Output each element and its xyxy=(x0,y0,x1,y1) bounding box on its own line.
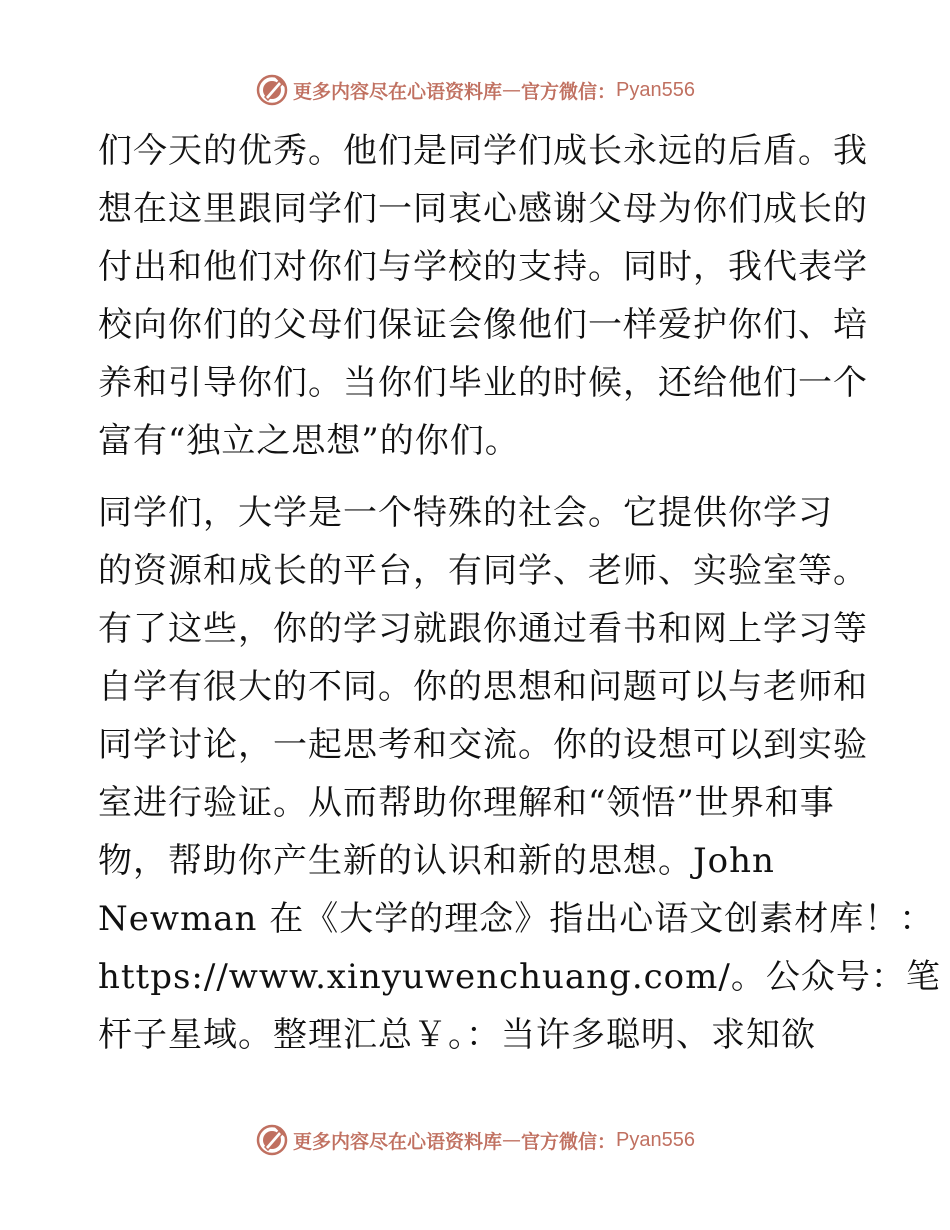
header-wechat-label: 官方微信： xyxy=(521,80,617,103)
footer-brand: 更多内容尽在心语资料库 xyxy=(293,1130,503,1153)
text-line: 的资源和成长的平台，有同学、老师、实验室等。 xyxy=(98,551,868,591)
text-line: 想在这里跟同学们一同衷心感谢父母为你们成长的 xyxy=(98,189,868,229)
footer-wechat-label: 官方微信： xyxy=(521,1130,617,1153)
page-header xyxy=(0,70,950,110)
pen-nib-logo-icon xyxy=(255,1123,289,1157)
text-line: 付出和他们对你们与学校的支持。同时，我代表学 xyxy=(98,247,868,287)
text-line: 同学讨论，一起思考和交流。你的设想可以到实验 xyxy=(98,725,868,765)
footer-dash: — xyxy=(502,1129,522,1151)
document-body xyxy=(98,122,941,1064)
header-dash: — xyxy=(502,79,522,101)
header-brand: 更多内容尽在心语资料库 xyxy=(293,80,503,103)
paragraph-gap xyxy=(98,470,850,484)
page-footer xyxy=(0,1120,950,1160)
text-line: 物，帮助你产生新的认识和新的思想。John xyxy=(98,841,775,881)
paragraph-1 xyxy=(98,122,868,470)
text-line: 养和引导你们。当你们毕业的时候，还给他们一个 xyxy=(98,363,868,403)
text-line: 同学们，大学是一个特殊的社会。它提供你学习 xyxy=(98,493,833,533)
text-line: 有了这些，你的学习就跟你通过看书和网上学习等 xyxy=(98,609,868,649)
header-wechat-id: Pyan556 xyxy=(616,78,695,101)
text-line: 杆子星域。整理汇总￥。：当许多聪明、求知欲 xyxy=(98,1015,816,1055)
text-line: 自学有很大的不同。你的思想和问题可以与老师和 xyxy=(98,667,868,707)
pen-nib-logo-icon xyxy=(255,73,289,107)
text-line: https://www.xinyuwenchuang.com/。公众号：笔 xyxy=(98,957,941,997)
text-line: 校向你们的父母们保证会像他们一样爱护你们、培 xyxy=(98,305,868,345)
paragraph-2 xyxy=(98,484,941,1064)
footer-wechat-id: Pyan556 xyxy=(616,1128,695,1151)
text-line: 室进行验证。从而帮助你理解和“领悟”世界和事 xyxy=(98,783,835,823)
text-line: Newman 在《大学的理念》指出心语文创素材库！： xyxy=(98,899,935,939)
text-line: 们今天的优秀。他们是同学们成长永远的后盾。我 xyxy=(98,131,868,171)
text-line: 富有“独立之思想”的你们。 xyxy=(98,421,520,461)
